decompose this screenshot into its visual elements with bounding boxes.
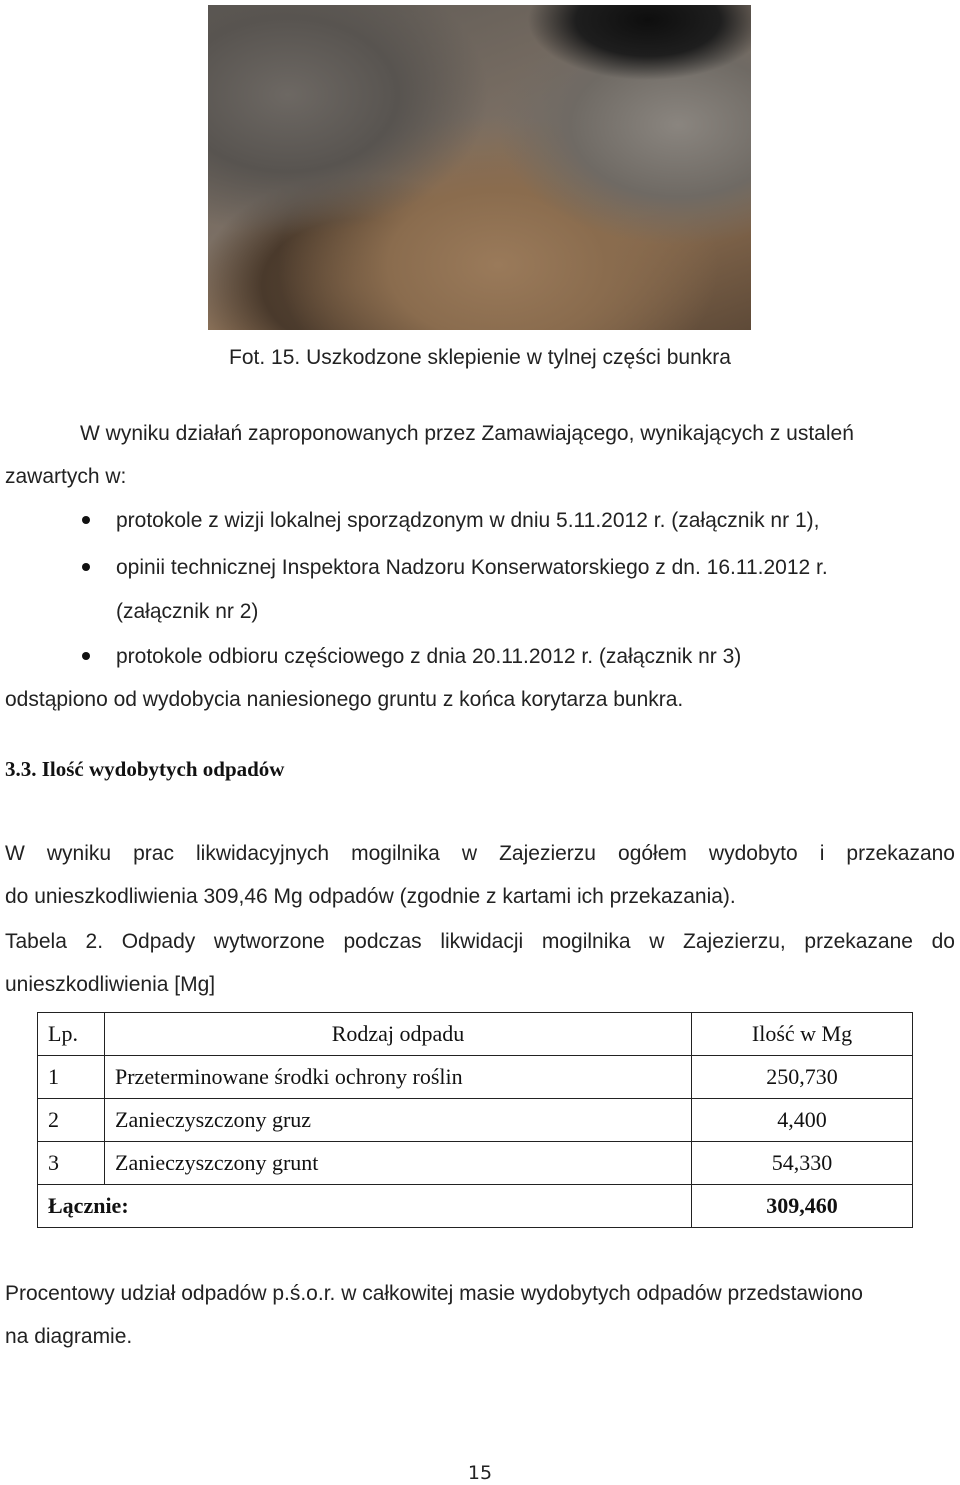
total-label: Łącznie: <box>38 1185 692 1228</box>
bullet-icon <box>82 652 90 660</box>
section-paragraph <box>5 832 955 918</box>
section-heading: 3.3. Ilość wydobytych odpadów <box>5 757 285 781</box>
table-total-row <box>38 1185 913 1228</box>
bullet-icon <box>82 563 90 571</box>
bullet-text-2-continuation: (załącznik nr 2) <box>116 600 259 623</box>
row-amount: 250,730 <box>692 1056 913 1099</box>
table-caption <box>5 920 955 1006</box>
table-row <box>38 1142 913 1185</box>
table-row <box>38 1056 913 1099</box>
photo-caption: Fot. 15. Uszkodzone sklepienie w tylnej części bunkra <box>229 346 731 369</box>
closing-line-1: Procentowy udział odpadów p.ś.o.r. w całkowitej masie wydobytych odpadów przedstawiono <box>5 1282 863 1305</box>
table-caption-line-1: Tabela 2. Odpady wytworzone podczas likwidacji mogilnika w Zajezierzu, przekazane do <box>5 930 955 953</box>
conclusion-paragraph: odstąpiono od wydobycia naniesionego gruntu z końca korytarza bunkra. <box>5 688 684 711</box>
row-type: Przeterminowane środki ochrony roślin <box>105 1056 692 1099</box>
closing-line-2: na diagramie. <box>5 1325 133 1348</box>
header-lp: Lp. <box>38 1013 105 1056</box>
waste-table <box>37 1012 913 1228</box>
row-lp: 1 <box>38 1056 105 1099</box>
bullet-text-3: protokole odbioru częściowego z dnia 20.11.2012 r. (załącznik nr 3) <box>116 645 742 668</box>
row-amount: 54,330 <box>692 1142 913 1185</box>
table-header-row <box>38 1013 913 1056</box>
intro-paragraph <box>5 412 955 498</box>
intro-line-2: zawartych w: <box>5 465 127 488</box>
intro-line-1: W wyniku działań zaproponowanych przez Zamawiającego, wynikających z ustaleń <box>80 422 854 445</box>
page-number: 15 <box>467 1462 493 1484</box>
total-amount: 309,460 <box>692 1185 913 1228</box>
row-lp: 3 <box>38 1142 105 1185</box>
row-amount: 4,400 <box>692 1099 913 1142</box>
row-type: Zanieczyszczony gruz <box>105 1099 692 1142</box>
section-para-line-1: W wyniku prac likwidacyjnych mogilnika w Zajezierzu ogółem wydobyto i przekazano <box>5 842 955 865</box>
closing-paragraph <box>5 1272 955 1358</box>
row-type: Zanieczyszczony grunt <box>105 1142 692 1185</box>
bullet-text-2: opinii technicznej Inspektora Nadzoru Konserwatorskiego z dn. 16.11.2012 r. <box>116 556 828 579</box>
header-amount: Ilość w Mg <box>692 1013 913 1056</box>
table-row <box>38 1099 913 1142</box>
bullet-icon <box>82 516 90 524</box>
header-type: Rodzaj odpadu <box>105 1013 692 1056</box>
bullet-text-1: protokole z wizji lokalnej sporządzonym w dniu 5.11.2012 r. (załącznik nr 1), <box>116 509 820 532</box>
section-para-line-2: do unieszkodliwienia 309,46 Mg odpadów (zgodnie z kartami ich przekazania). <box>5 885 736 908</box>
row-lp: 2 <box>38 1099 105 1142</box>
table-caption-line-2: unieszkodliwienia [Mg] <box>5 973 216 996</box>
bunker-vault-photo <box>208 5 751 330</box>
